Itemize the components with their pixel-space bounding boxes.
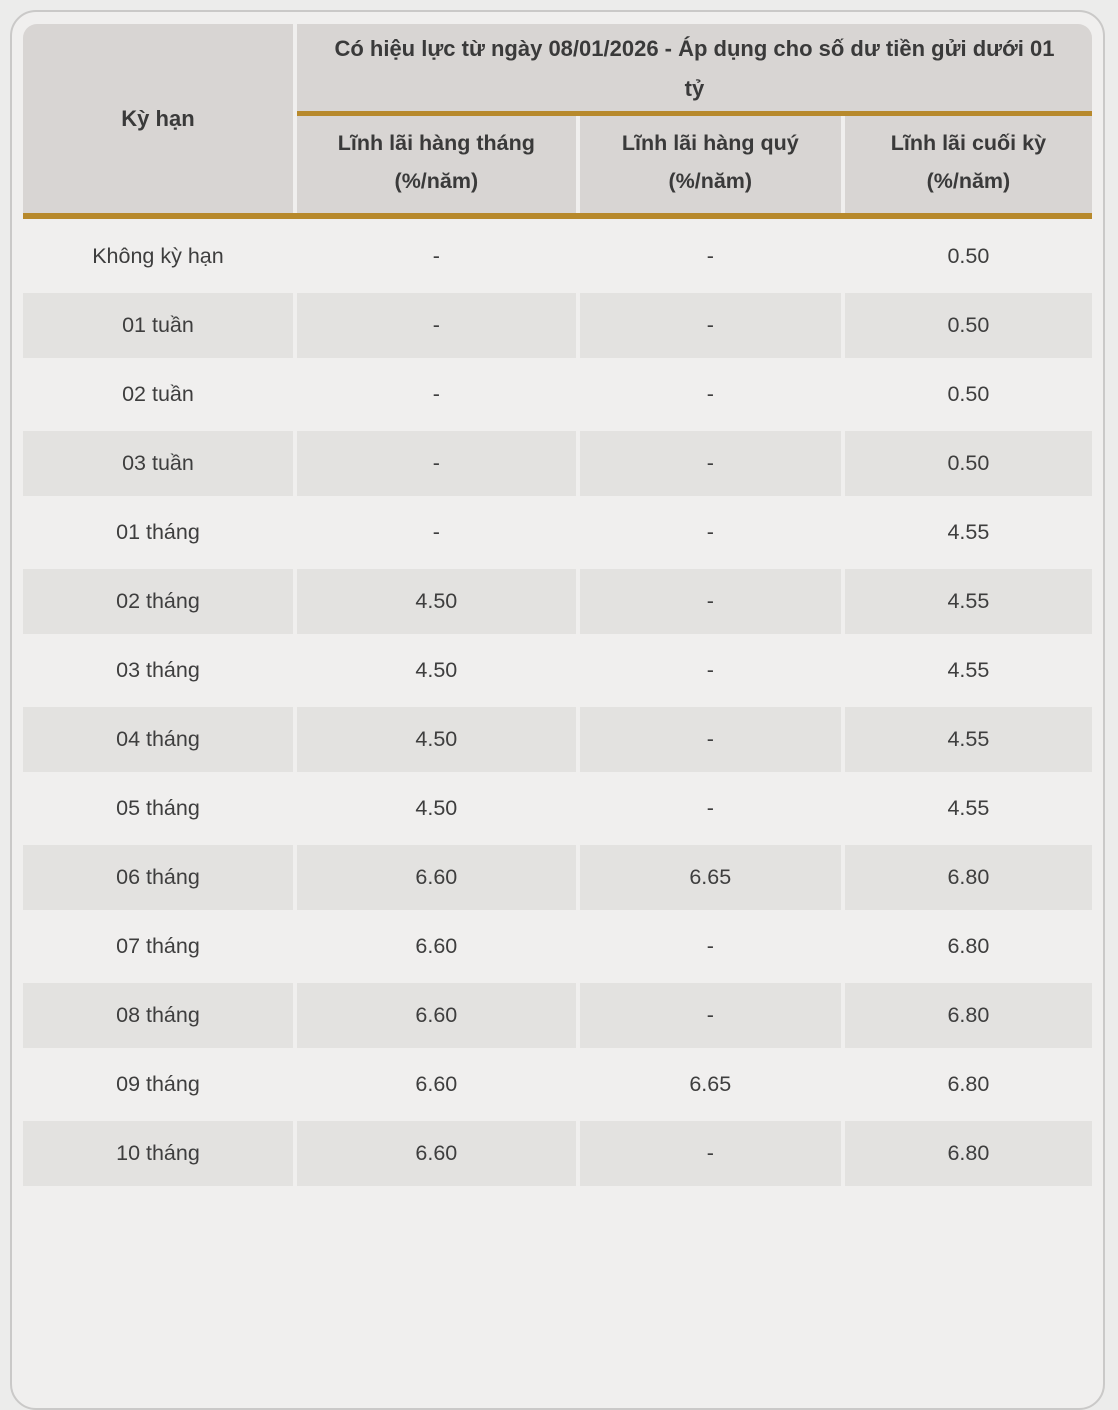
term-column-header-label: Kỳ hạn bbox=[121, 105, 195, 131]
rate-cell-end-of-term: 6.80 bbox=[845, 1121, 1092, 1186]
rate-cell-quarterly: - bbox=[580, 983, 841, 1048]
column-header-end-of-term-unit: (%/năm) bbox=[926, 168, 1011, 193]
term-cell: 07 tháng bbox=[116, 934, 200, 958]
term-cell: 04 tháng bbox=[23, 707, 293, 772]
column-header-quarterly-label: Lĩnh lãi hàng quý bbox=[621, 130, 799, 155]
term-cell: 09 tháng bbox=[116, 1072, 200, 1096]
rate-cell-monthly: 6.60 bbox=[415, 934, 458, 958]
rate-cell-quarterly: - bbox=[580, 569, 841, 634]
rate-cell-quarterly: 6.65 bbox=[689, 1072, 732, 1096]
effective-date-group-header bbox=[297, 24, 1092, 116]
rate-cell-quarterly: 6.65 bbox=[580, 845, 841, 910]
rate-cell-end-of-term: 0.50 bbox=[845, 293, 1092, 358]
rate-cell-monthly: - bbox=[297, 293, 576, 358]
rate-cell-monthly: 4.50 bbox=[415, 658, 458, 682]
column-header-monthly-interest bbox=[297, 116, 576, 213]
rate-cell-end-of-term: 4.55 bbox=[947, 658, 990, 682]
interest-rate-table-card bbox=[10, 10, 1105, 1410]
rate-cell-end-of-term: 6.80 bbox=[845, 845, 1092, 910]
term-cell: 08 tháng bbox=[23, 983, 293, 1048]
rate-cell-monthly: 6.60 bbox=[297, 983, 576, 1048]
rate-cell-monthly: - bbox=[297, 431, 576, 496]
rate-cell-end-of-term: 4.55 bbox=[947, 796, 990, 820]
term-cell: Không kỳ hạn bbox=[92, 244, 224, 268]
rate-cell-end-of-term: 0.50 bbox=[845, 431, 1092, 496]
table-header bbox=[23, 24, 1092, 219]
rate-cell-quarterly: - bbox=[706, 244, 714, 268]
effective-date-group-header-label: Có hiệu lực từ ngày 08/01/2026 - Áp dụng cho số dư tiền gửi dưới 01 tỷ bbox=[334, 35, 1055, 101]
term-cell: 02 tuần bbox=[122, 382, 194, 406]
term-cell: 05 tháng bbox=[116, 796, 200, 820]
rate-cell-monthly: - bbox=[432, 244, 440, 268]
term-cell: 03 tuần bbox=[23, 431, 293, 496]
rate-cell-quarterly: - bbox=[580, 1121, 841, 1186]
column-header-end-of-term-label: Lĩnh lãi cuối kỳ bbox=[890, 130, 1047, 155]
rate-cell-end-of-term: 6.80 bbox=[845, 983, 1092, 1048]
term-column-header bbox=[23, 24, 293, 213]
table-body bbox=[23, 224, 1092, 1186]
term-cell: 01 tháng bbox=[116, 520, 200, 544]
rate-cell-monthly: 4.50 bbox=[415, 796, 458, 820]
rate-cell-monthly: 6.60 bbox=[297, 845, 576, 910]
rate-cell-quarterly: - bbox=[580, 431, 841, 496]
rate-cell-quarterly: - bbox=[580, 293, 841, 358]
term-cell: 10 tháng bbox=[23, 1121, 293, 1186]
column-header-quarterly-interest bbox=[580, 116, 841, 213]
term-cell: 02 tháng bbox=[23, 569, 293, 634]
term-cell: 03 tháng bbox=[116, 658, 200, 682]
rate-cell-monthly: - bbox=[432, 520, 440, 544]
rate-cell-end-of-term: 4.55 bbox=[845, 569, 1092, 634]
rate-cell-quarterly: - bbox=[706, 520, 714, 544]
column-header-monthly-unit: (%/năm) bbox=[394, 168, 479, 193]
rate-cell-end-of-term: 6.80 bbox=[947, 934, 990, 958]
rate-cell-quarterly: - bbox=[706, 796, 714, 820]
rate-cell-end-of-term: 4.55 bbox=[845, 707, 1092, 772]
column-header-monthly-label: Lĩnh lãi hàng tháng bbox=[337, 130, 535, 155]
rate-cell-quarterly: - bbox=[706, 382, 714, 406]
rate-cell-quarterly: - bbox=[706, 658, 714, 682]
column-header-quarterly-unit: (%/năm) bbox=[668, 168, 753, 193]
term-cell: 01 tuần bbox=[23, 293, 293, 358]
term-cell: 06 tháng bbox=[23, 845, 293, 910]
rate-cell-end-of-term: 4.55 bbox=[947, 520, 990, 544]
rate-cell-monthly: 6.60 bbox=[297, 1121, 576, 1186]
rate-cell-quarterly: - bbox=[580, 707, 841, 772]
rate-cell-end-of-term: 0.50 bbox=[947, 382, 990, 406]
rate-cell-end-of-term: 6.80 bbox=[947, 1072, 990, 1096]
rate-cell-quarterly: - bbox=[706, 934, 714, 958]
rate-cell-monthly: 6.60 bbox=[415, 1072, 458, 1096]
rate-cell-end-of-term: 0.50 bbox=[947, 244, 990, 268]
rate-cell-monthly: - bbox=[432, 382, 440, 406]
rate-cell-monthly: 4.50 bbox=[297, 707, 576, 772]
column-header-end-of-term-interest bbox=[845, 116, 1092, 213]
rate-cell-monthly: 4.50 bbox=[297, 569, 576, 634]
